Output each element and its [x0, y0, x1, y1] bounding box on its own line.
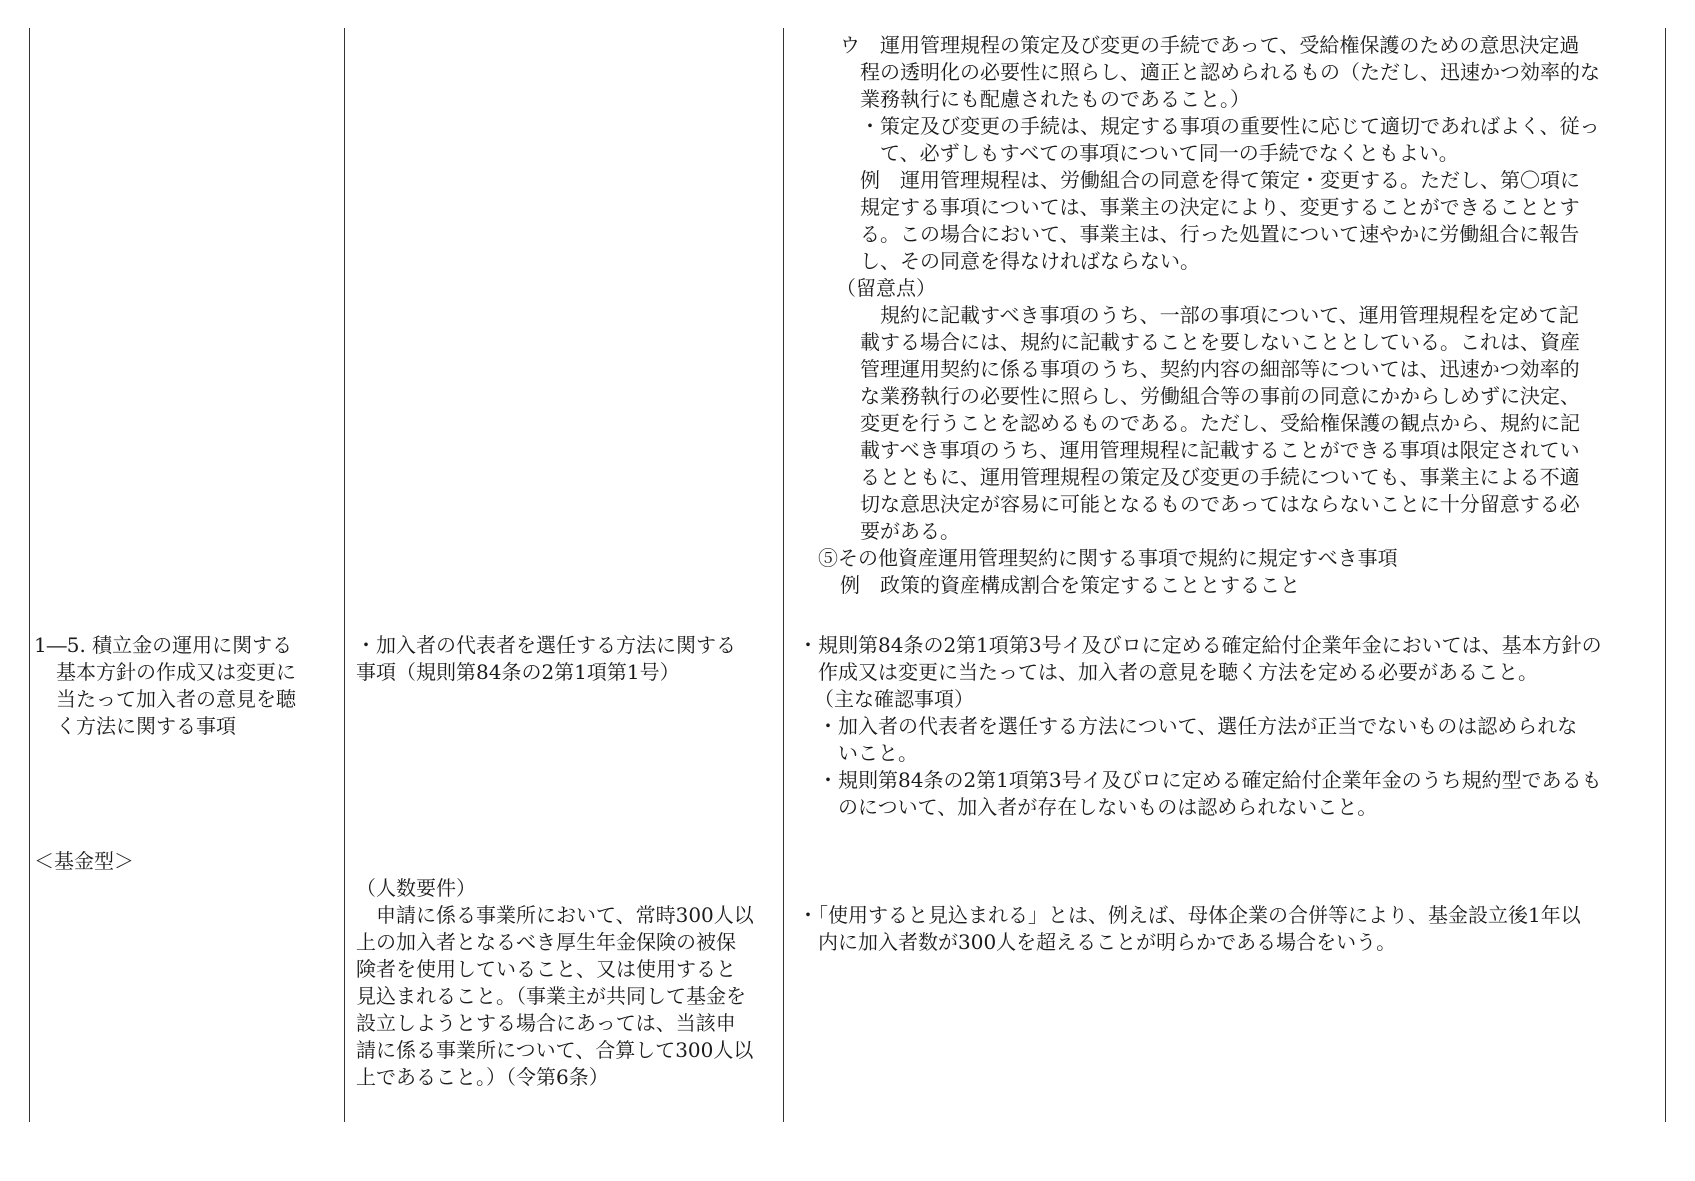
- guidance-line: 作成又は変更に当たっては、加入者の意見を聴く方法を定める必要があること。: [818, 660, 1538, 684]
- note-line: な業務執行の必要性に照らし、労働組合等の事前の同意にかからしめずに決定、: [860, 384, 1580, 408]
- check-items-heading: （主な確認事項）: [814, 687, 974, 711]
- check-item-line: ・加入者の代表者を選任する方法について、選任方法が正当でないものは認められな: [818, 714, 1578, 738]
- note-block: [860, 302, 1662, 545]
- headcount-line: 険者を使用していること、又は使用すると: [356, 957, 736, 981]
- example-block: [860, 167, 1662, 275]
- section-1-5-guidance: [798, 632, 1662, 821]
- note-line: 要がある。: [860, 519, 960, 543]
- headcount-guidance-line: ・「使用すると見込まれる」とは、例えば、母体企業の合併等により、基金設立後1年以: [798, 903, 1581, 927]
- note-line: るとともに、運用管理規程の策定及び変更の手続についても、事業主による不適: [860, 465, 1580, 489]
- headcount-line: 上であること。）（令第6条）: [356, 1065, 609, 1089]
- section-title-line: 基本方針の作成又は変更に: [56, 660, 296, 684]
- headcount-line: 見込まれること。（事業主が共同して基金を: [356, 984, 746, 1008]
- note-line: 変更を行うことを認めるものである。ただし、受給権保護の観点から、規約に記: [860, 411, 1580, 435]
- example-line: 規定する事項については、事業主の決定により、変更することができることとす: [860, 195, 1580, 219]
- headcount-line: 申請に係る事業所において、常時300人以: [356, 903, 754, 927]
- note-line: 載する場合には、規約に記載することを要しないこととしている。これは、資産: [860, 330, 1580, 354]
- item-u-line: ウ 運用管理規程の策定及び変更の手続であって、受給権保護のための意思決定過: [840, 33, 1580, 57]
- column-border-right: [1665, 28, 1666, 1122]
- item-u: [840, 32, 1662, 113]
- section-title-line: 1―5. 積立金の運用に関する: [34, 633, 293, 657]
- column-border-left: [29, 28, 30, 1122]
- guidance-line: ・規則第84条の2第1項第3号イ及びロに定める確定給付企業年金においては、基本方針の: [798, 633, 1602, 657]
- procedure-bullet-line: ・策定及び変更の手続は、規定する事項の重要性に応じて適切であればよく、従っ: [860, 114, 1600, 138]
- headcount-guidance: [798, 902, 1662, 956]
- top-block: [798, 32, 1662, 599]
- item-u-line: 程の透明化の必要性に照らし、適正と認められるもの（ただし、迅速かつ効率的な: [860, 60, 1600, 84]
- headcount-guidance-line: 内に加入者数が300人を超えることが明らかである場合をいう。: [818, 930, 1397, 954]
- note-line: 管理運用契約に係る事項のうち、契約内容の細部等については、迅速かつ効率的: [860, 357, 1580, 381]
- requirement-line: ・加入者の代表者を選任する方法に関する: [356, 633, 736, 657]
- requirement-line: 事項（規則第84条の2第1項第1号）: [356, 660, 680, 684]
- headcount-line: 設立しようとする場合にあっては、当該申: [356, 1011, 736, 1035]
- procedure-bullet: [860, 113, 1662, 167]
- note-line: 載すべき事項のうち、運用管理規程に記載することができる事項は限定されてい: [860, 438, 1580, 462]
- check-item-line: のについて、加入者が存在しないものは認められないこと。: [838, 795, 1378, 819]
- headcount-requirement: [356, 875, 774, 1091]
- note-line: 切な意思決定が容易に可能となるものであってはならないことに十分留意する必: [860, 492, 1580, 516]
- procedure-bullet-line: て、必ずしもすべての事項について同一の手続でなくともよい。: [880, 141, 1459, 165]
- item-5-example: 例 政策的資産構成割合を策定することとすること: [840, 573, 1300, 597]
- section-1-5-requirement: [356, 632, 774, 686]
- fund-type-label: ＜基金型＞: [34, 849, 134, 873]
- example-line: 例 運用管理規程は、労働組合の同意を得て策定・変更する。ただし、第〇項に: [860, 168, 1580, 192]
- item-5: ⑤その他資産運用管理契約に関する事項で規約に規定すべき事項: [818, 546, 1398, 570]
- headcount-line: 請に係る事業所について、合算して300人以: [356, 1038, 754, 1062]
- section-1-5-title: [34, 632, 342, 740]
- check-item-line: ・規則第84条の2第1項第3号イ及びロに定める確定給付企業年金のうち規約型であるも: [818, 768, 1602, 792]
- example-line: る。この場合において、事業主は、行った処置について速やかに労働組合に報告: [860, 222, 1580, 246]
- column-border-1: [344, 28, 345, 1122]
- column-border-2: [783, 28, 784, 1122]
- section-title-line: 当たって加入者の意見を聴: [56, 687, 296, 711]
- headcount-heading: （人数要件）: [356, 876, 476, 900]
- check-item-2: [818, 767, 1662, 821]
- headcount-line: 上の加入者となるべき厚生年金保険の被保: [356, 930, 736, 954]
- item-u-line: 業務執行にも配慮されたものであること。）: [860, 87, 1250, 111]
- check-item-1: [818, 713, 1662, 767]
- note-line: 規約に記載すべき事項のうち、一部の事項について、運用管理規程を定めて記: [860, 303, 1579, 327]
- note-heading: （留意点）: [836, 276, 936, 300]
- check-item-line: いこと。: [838, 741, 918, 765]
- example-line: し、その同意を得なければならない。: [860, 249, 1200, 273]
- section-title-line: く方法に関する事項: [56, 714, 236, 738]
